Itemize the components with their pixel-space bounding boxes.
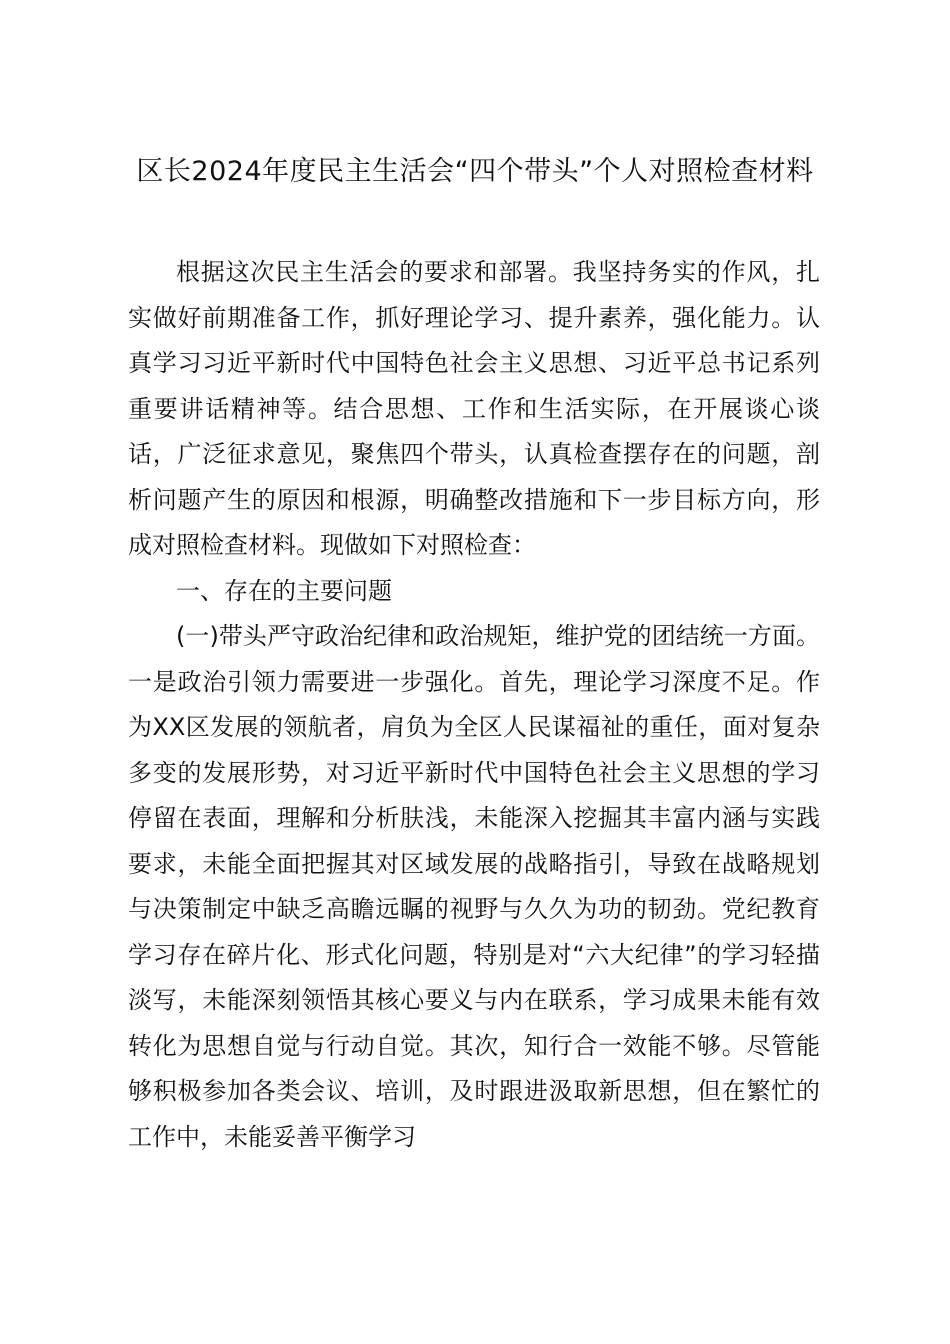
section-paragraph: (一)带头严守政治纪律和政治规矩，维护党的团结统一方面。一是政治引领力需要进一步强化。首先，理论学习深度不足。作为XX区发展的领航者，肩负为全区人民谋福祉的重任，面对复杂多变的发展形势，对习近平新时代中国特色社会主义思想的学习停留在表面，理解和分析肤浅，未能深入挖掘其丰富内涵与实践要求，未能全面把握其对区域发展的战略指引，导致在战略规划与决策制定中缺乏高瞻远瞩的视野与久久为功的韧劲。党纪教育学习存在碎片化、形式化问题，特别是对“六大纪律”的学习轻描淡写，未能深刻领悟其核心要义与内在联系，学习成果未能有效转化为思想自觉与行动自觉。其次，知行合一效能不够。尽管能够积极参加各类会议、培训，及时跟进汲取新思想，但在繁忙的工作中，未能妥善平衡学习 <box>128 622 820 1151</box>
document-body <box>128 250 820 1160</box>
document-title: 区长2024年度民主生活会“四个带头”个人对照检查材料 <box>136 156 814 187</box>
section-heading: 一、存在的主要问题 <box>176 576 392 605</box>
intro-paragraph: 根据这次民主生活会的要求和部署。我坚持务实的作风，扎实做好前期准备工作，抓好理论学习、提升素养，强化能力。认真学习习近平新时代中国特色社会主义思想、习近平总书记系列重要讲话精神等。结合思想、工作和生活实际，在开展谈心谈话，广泛征求意见，聚焦四个带头，认真检查摆存在的问题，剖析问题产生的原因和根源，明确整改措施和下一步目标方向，形成对照检查材料。现做如下对照检查： <box>128 258 820 559</box>
